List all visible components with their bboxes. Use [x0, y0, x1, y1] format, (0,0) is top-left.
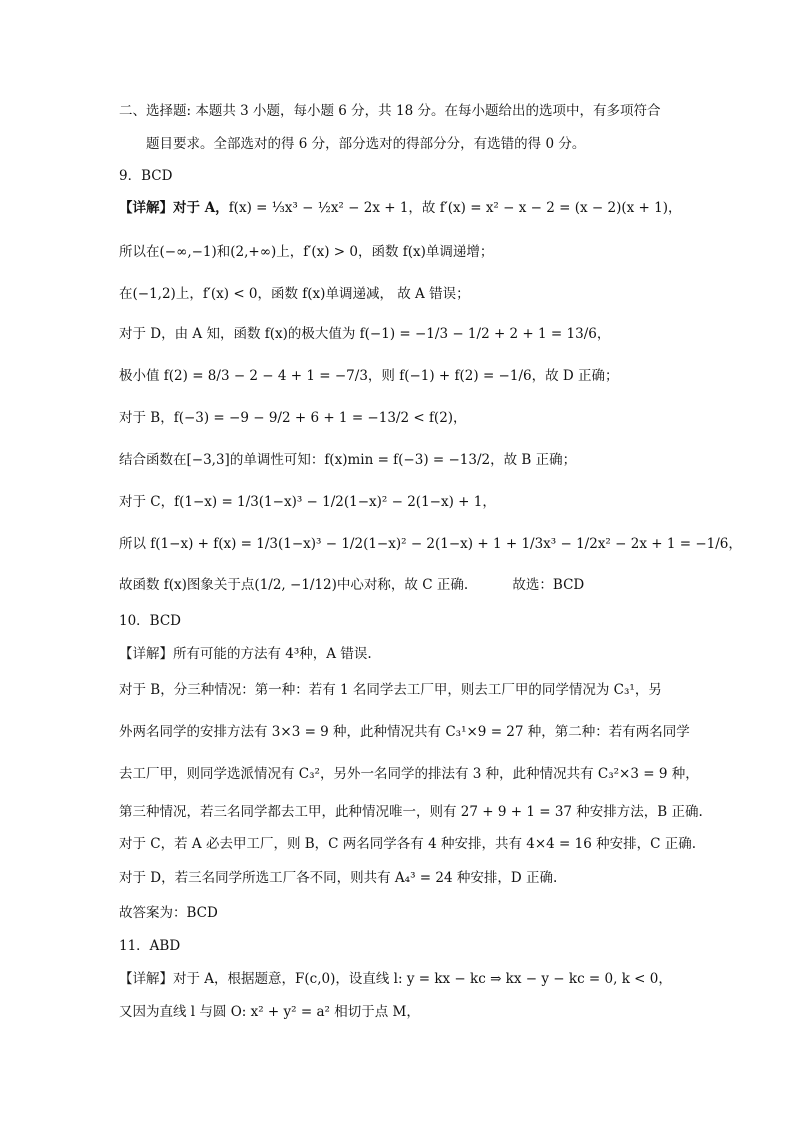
section-heading: 二、选择题: 本题共 3 小题，每小题 6 分，共 18 分。在每小题给出的选项中，有多项符合	[119, 103, 661, 119]
q11-line-1: 【详解】对于 A，根据题意，F(c,0)，设直线 l: y = kx − kc ⇒ kx − y − kc = 0, k < 0，	[119, 971, 672, 987]
q9-line-9: 所以 f(1−x) + f(x) = 1/3(1−x)³ − 1/2(1−x)² − 2(1−x) + 1 + 1/3x³ − 1/2x² − 2x + 1 = −1/6，	[119, 536, 742, 552]
q9-line-1	[119, 200, 682, 217]
q10-line-1: 【详解】所有可能的方法有 4³种，A 错误.	[119, 646, 372, 662]
q10-line-7: 对于 D，若三名同学所选工厂各不同，则共有 A₄³ = 24 种安排，D 正确.	[119, 870, 558, 886]
q9-line-3: 在(−1,2)上，f′(x) < 0，函数 f(x)单调递减， 故 A 错误；	[119, 286, 470, 302]
q9-line-1-prefix: 【详解】对于 A，	[119, 200, 229, 216]
q11-answer-label: 11．ABD	[119, 938, 181, 954]
q10-line-8: 故答案为：BCD	[119, 905, 218, 921]
q9-line-6: 对于 B，f(−3) = −9 − 9/2 + 6 + 1 = −13/2 < f(2)，	[119, 410, 467, 426]
q9-line-7: 结合函数在[−3,3]的单调性可知：f(x)min = f(−3) = −13/2，故 B 正确；	[119, 452, 577, 468]
q11-line-2: 又因为直线 l 与圆 O: x² + y² = a² 相切于点 M，	[119, 1004, 420, 1020]
q10-line-2: 对于 B，分三种情况：第一种：若有 1 名同学去工厂甲，则去工厂甲的同学情况为 C₃¹，另	[119, 682, 662, 698]
q9-line-1-math: f(x) = ⅓x³ − ½x² − 2x + 1，故 f′(x) = x² − x − 2 = (x − 2)(x + 1)，	[228, 200, 682, 216]
q10-answer-label: 10．BCD	[119, 613, 182, 629]
q9-line-2: 所以在(−∞,−1)和(2,+∞)上，f′(x) > 0，函数 f(x)单调递增；	[119, 244, 494, 260]
q10-line-4: 去工厂甲，则同学选派情况有 C₃²，另外一名同学的排法有 3 种，此种情况共有 C₃²×3 = 9 种，	[119, 766, 699, 782]
q9-line-5: 极小值 f(2) = 8/3 − 2 − 4 + 1 = −7/3，则 f(−1) + f(2) = −1/6，故 D 正确；	[119, 368, 619, 384]
q9-final-answer: 故选：BCD	[512, 577, 585, 593]
q9-line-10-text: 故函数 f(x)图象关于点(1/2, −1/12)中心对称，故 C 正确.	[119, 577, 469, 593]
q10-line-3: 外两名同学的安排方法有 3×3 = 9 种，此种情况共有 C₃¹×9 = 27 种，第二种：若有两名同学	[119, 724, 690, 740]
q9-line-8: 对于 C，f(1−x) = 1/3(1−x)³ − 1/2(1−x)² − 2(1−x) + 1，	[119, 494, 496, 510]
q9-answer-label: 9．BCD	[119, 168, 173, 184]
section-heading-continued: 题目要求。全部选对的得 6 分，部分选对的得部分分，有选错的得 0 分。	[146, 136, 586, 152]
q9-line-4: 对于 D，由 A 知，函数 f(x)的极大值为 f(−1) = −1/3 − 1/2 + 2 + 1 = 13/6，	[119, 326, 611, 342]
q10-line-6: 对于 C，若 A 必去甲工厂，则 B，C 两名同学各有 4 种安排，共有 4×4 = 16 种安排，C 正确.	[119, 836, 697, 852]
q9-line-10	[119, 577, 584, 594]
q10-line-5: 第三种情况，若三名同学都去工甲，此种情况唯一，则有 27 + 9 + 1 = 37 种安排方法，B 正确.	[119, 804, 703, 820]
